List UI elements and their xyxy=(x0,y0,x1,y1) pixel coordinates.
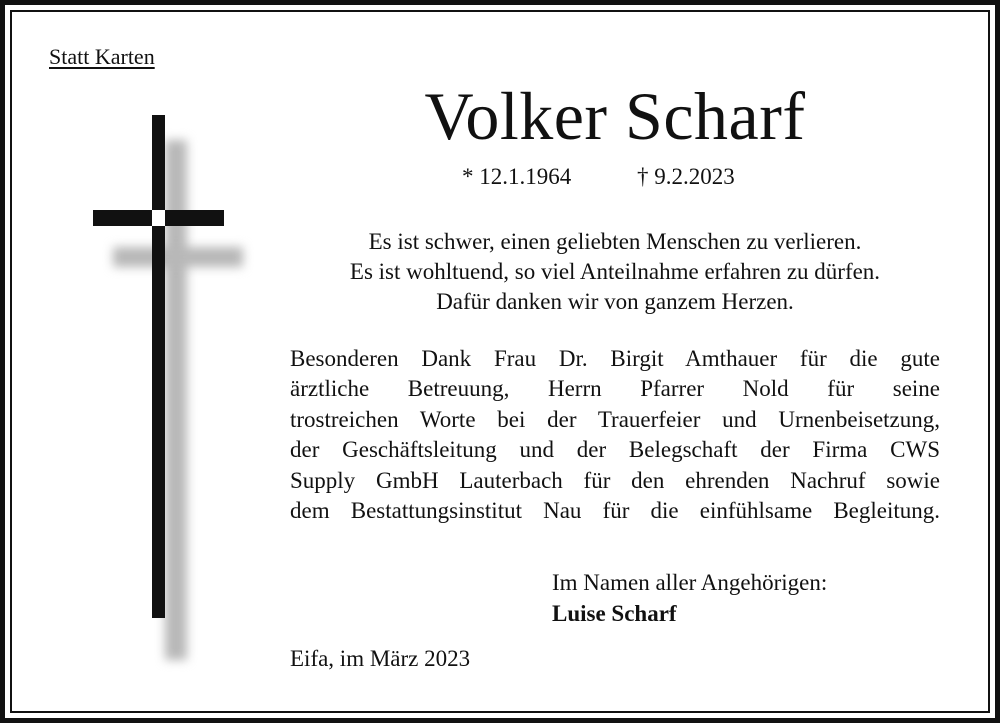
cross-shadow-horizontal xyxy=(113,247,243,267)
memorial-verse xyxy=(290,227,940,317)
thanks-line: der Geschäftsleitung und der Belegschaft der Firma CWS xyxy=(290,437,940,463)
statt-karten-label: Statt Karten xyxy=(49,44,155,69)
thanks-line: Supply GmbH Lauterbach für den ehrenden Nachruf sowie xyxy=(290,467,940,493)
life-dates xyxy=(462,164,735,190)
thanks-paragraph xyxy=(290,344,940,526)
signatory-name: Luise Scharf xyxy=(552,601,677,626)
verse-line: Es ist wohltuend, so viel Anteilnahme erfahren zu dürfen. xyxy=(349,259,881,284)
death-date: † 9.2.2023 xyxy=(637,164,735,189)
deceased-name: Volker Scharf xyxy=(424,78,806,154)
cross-vertical-beam xyxy=(152,115,165,618)
place-and-date: Eifa, im März 2023 xyxy=(290,646,471,671)
thanks-line: trostreichen Worte bei der Trauerfeier und Urnenbeisetzung, xyxy=(290,406,940,432)
thanks-line: dem Bestattungsinstitut Nau für die einfühlsame Begleitung. xyxy=(290,498,940,524)
thanks-line: Besonderen Dank Frau Dr. Birgit Amthauer für die gute xyxy=(290,346,940,371)
signoff xyxy=(552,567,827,629)
verse-line: Dafür danken wir von ganzem Herzen. xyxy=(436,289,794,314)
birth-date: * 12.1.1964 xyxy=(462,164,572,189)
family-line: Im Namen aller Angehörigen: xyxy=(552,570,828,595)
verse-line: Es ist schwer, einen geliebten Menschen zu verlieren. xyxy=(368,229,862,254)
thanks-line: ärztliche Betreuung, Herrn Pfarrer Nold für seine xyxy=(290,376,940,402)
cross-center-square xyxy=(152,210,165,226)
